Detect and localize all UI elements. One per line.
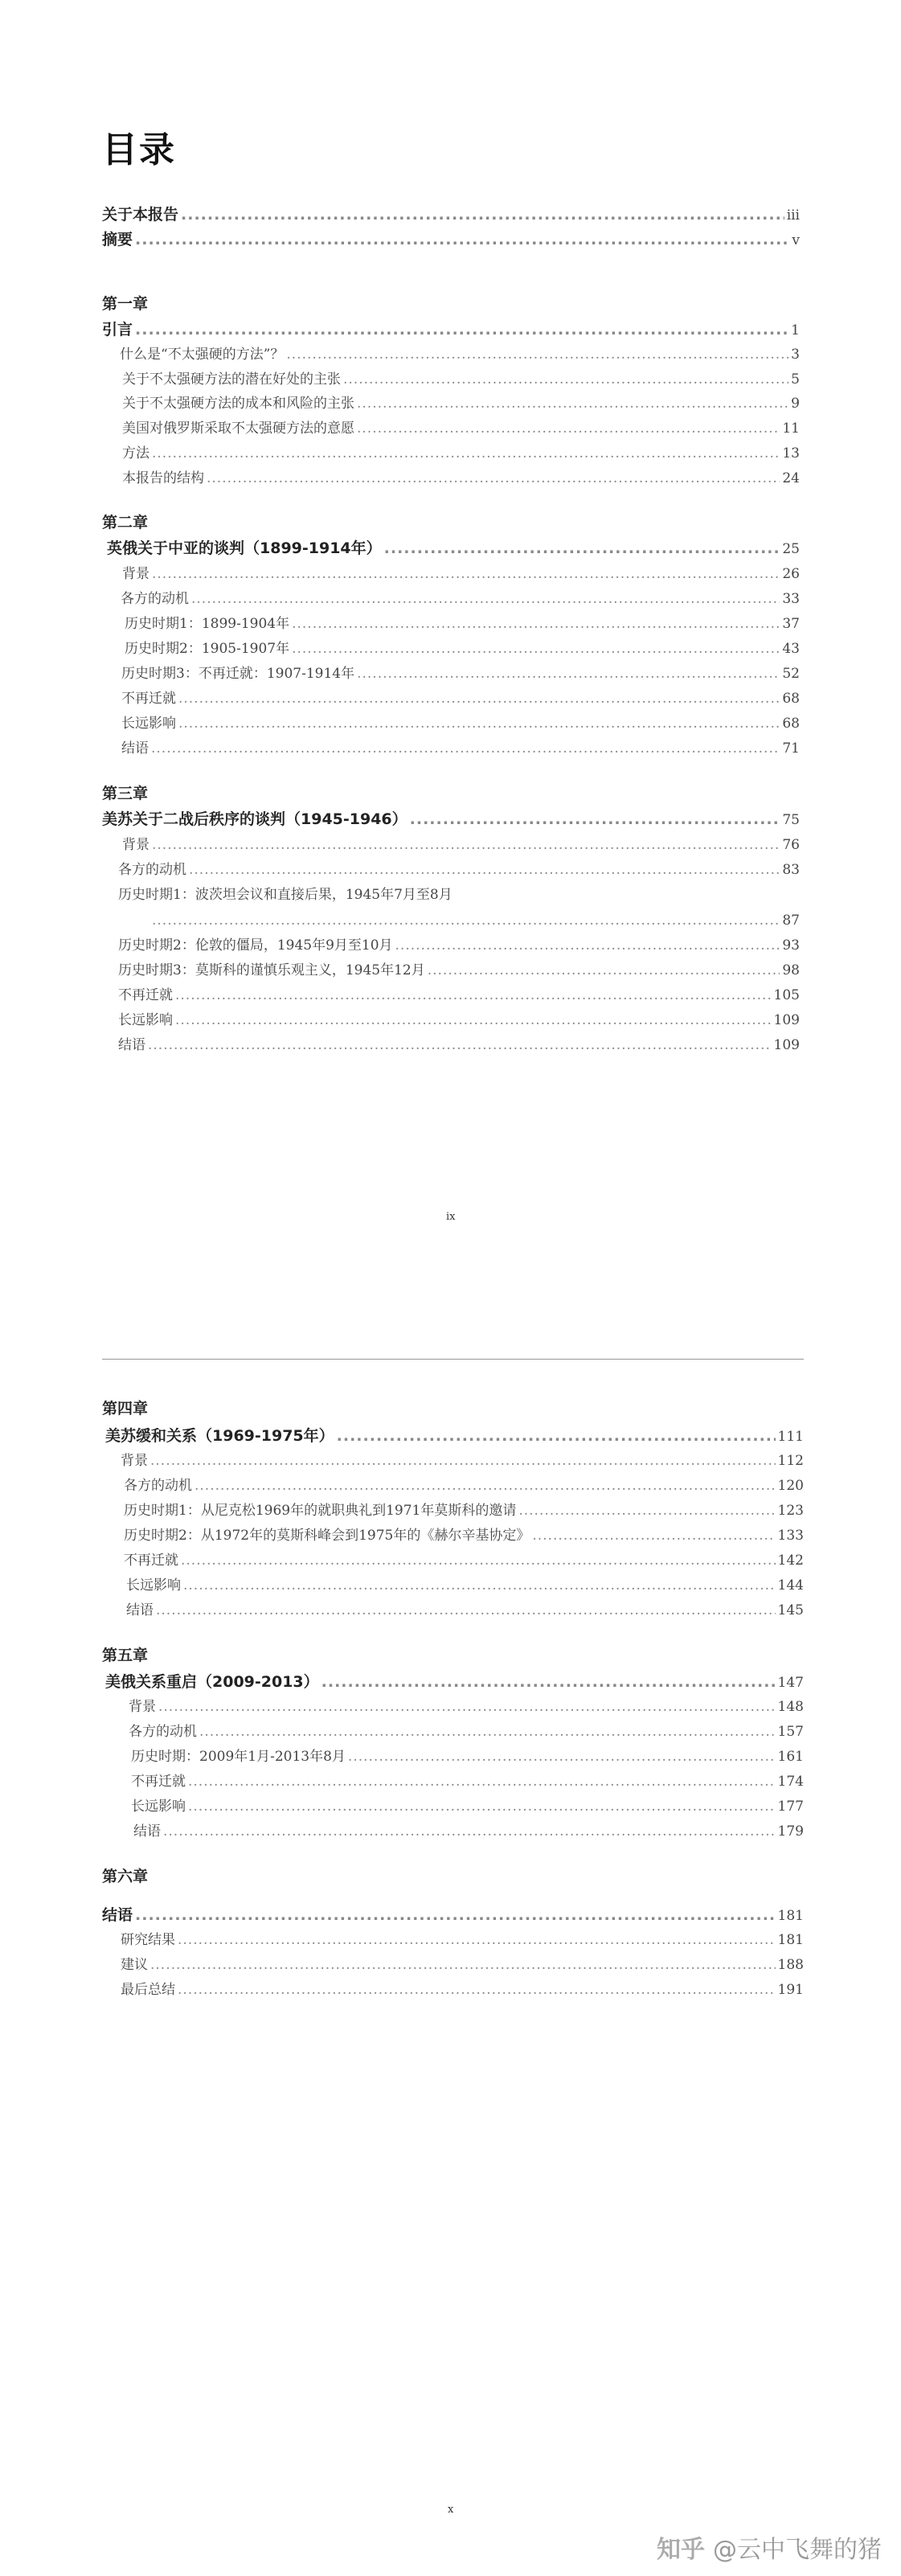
chapter-title-entry[interactable] <box>102 320 800 339</box>
toc-entry-page: 26 <box>782 566 800 582</box>
toc-entry-title: 不再迁就 <box>124 1553 178 1569</box>
toc-entry-title: 历史时期1：从尼克松1969年的就职典礼到1971年莫斯科的邀请 <box>124 1503 517 1519</box>
toc-entry-title: 不再迁就 <box>118 987 173 1003</box>
toc-entry[interactable] <box>126 1576 804 1595</box>
toc-entry-page: 133 <box>777 1528 804 1544</box>
toc-entry-title: 长远影响 <box>126 1577 181 1594</box>
toc-entry-page: 24 <box>782 470 800 486</box>
toc-entry-page: 9 <box>791 396 800 412</box>
dot-leader <box>158 1697 776 1717</box>
toc-entry[interactable] <box>120 345 800 364</box>
toc-entry-page: 145 <box>777 1602 804 1618</box>
chapter-label: 第二章 <box>102 514 149 531</box>
toc-entry-page: 76 <box>782 837 800 853</box>
dot-leader <box>292 639 780 658</box>
dot-leader <box>181 1551 776 1570</box>
dot-leader <box>152 444 780 463</box>
toc-entry-title: 历史时期：2009年1月-2013年8月 <box>131 1749 346 1765</box>
toc-entry-page: 177 <box>777 1799 804 1815</box>
dot-leader <box>152 911 780 930</box>
dot-leader <box>178 689 780 708</box>
dot-leader <box>152 564 780 584</box>
toc-entry-page: 13 <box>782 445 800 461</box>
dot-leader <box>357 394 788 413</box>
dot-leader <box>337 1426 776 1446</box>
dot-leader <box>195 1476 776 1495</box>
toc-entry-page: 68 <box>782 716 800 732</box>
toc-entry-page: 33 <box>782 591 800 607</box>
toc-entry[interactable] <box>126 1601 804 1620</box>
toc-entry[interactable] <box>121 589 800 609</box>
toc-entry-title: 结语 <box>133 1823 161 1840</box>
dot-leader <box>292 614 780 634</box>
chapter-label: 第五章 <box>102 1647 149 1664</box>
toc-entry-page: 43 <box>782 641 800 657</box>
toc-entry-title: 关于不太强硬方法的潜在好处的主张 <box>122 371 341 388</box>
toc-entry-page: 71 <box>782 740 800 757</box>
toc-entry-page: 109 <box>773 1037 800 1053</box>
dot-leader <box>135 1905 776 1925</box>
dot-leader <box>148 1036 772 1055</box>
toc-entry-title: 美国对俄罗斯采取不太强硬方法的意愿 <box>122 420 354 437</box>
toc-entry-title: 方法 <box>122 445 149 461</box>
toc-entry-title: 长远影响 <box>118 1012 173 1028</box>
toc-entry-title: 历史时期2：伦敦的僵局，1945年9月至10月 <box>118 937 393 954</box>
toc-page-2 <box>0 1359 901 2576</box>
toc-entry[interactable] <box>118 1036 800 1055</box>
dot-leader <box>188 1797 776 1816</box>
toc-entry-page: 181 <box>777 1908 804 1924</box>
toc-entry-title: 什么是“不太强硬的方法”？ <box>120 347 285 363</box>
toc-entry-page: 142 <box>777 1553 804 1569</box>
dot-leader <box>207 469 780 488</box>
toc-entry-page: 109 <box>773 1012 800 1028</box>
dot-leader <box>175 1011 772 1030</box>
zhihu-logo: 知乎 <box>657 2536 705 2564</box>
toc-entry[interactable] <box>121 664 800 683</box>
toc-entry[interactable] <box>122 469 800 488</box>
toc-entry-title[interactable]: 历史时期1：波茨坦会议和直接后果，1945年7月至8月 <box>118 887 453 903</box>
toc-entry-title: 英俄关于中亚的谈判（1899-1914年） <box>107 539 382 557</box>
toc-entry[interactable] <box>121 714 800 733</box>
toc-entry-page: 112 <box>777 1453 804 1469</box>
chapter-label: 第六章 <box>102 1868 149 1885</box>
dot-leader <box>150 1451 776 1471</box>
dot-leader <box>357 419 780 438</box>
dot-leader <box>357 664 780 683</box>
toc-entry-title: 关于不太强硬方法的成本和风险的主张 <box>122 396 354 412</box>
toc-entry-page: 111 <box>777 1429 804 1445</box>
toc-entry[interactable] <box>129 1697 804 1717</box>
toc-entry[interactable] <box>121 1930 804 1950</box>
dot-leader <box>151 739 780 758</box>
chapter-title-entry[interactable] <box>107 539 800 558</box>
toc-entry-summary[interactable] <box>102 230 800 249</box>
dot-leader <box>384 539 780 558</box>
dot-leader <box>343 370 788 389</box>
dot-leader <box>286 345 788 364</box>
toc-entry[interactable] <box>131 1797 804 1816</box>
toc-entry[interactable] <box>121 689 800 708</box>
toc-entry-title: 各方的动机 <box>118 862 186 878</box>
toc-entry[interactable] <box>121 739 800 758</box>
toc-entry-page: 37 <box>782 616 800 632</box>
toc-entry[interactable] <box>118 860 800 880</box>
toc-entry-page: 144 <box>777 1577 804 1594</box>
toc-entry-title: 结语 <box>102 1906 133 1924</box>
toc-entry-title: 不再迁就 <box>131 1774 186 1790</box>
dot-leader <box>188 1772 776 1791</box>
dot-leader <box>410 810 780 829</box>
watermark-text: @云中飞舞的猪 <box>713 2536 882 2564</box>
toc-entry-page: 157 <box>777 1724 804 1740</box>
chapter-label: 第三章 <box>102 785 149 802</box>
chapter-title-entry[interactable] <box>102 810 800 829</box>
chapter-label: 第一章 <box>102 295 149 313</box>
toc-entry[interactable] <box>125 614 800 634</box>
toc-entry-title: 摘要 <box>102 231 133 248</box>
toc-entry-title: 最后总结 <box>121 1982 175 1998</box>
page-number: x <box>448 2504 454 2516</box>
toc-entry-title: 历史时期3：莫斯科的谨慎乐观主义，1945年12月 <box>118 962 425 978</box>
toc-entry[interactable] <box>124 1476 804 1495</box>
page-number: ix <box>446 1211 456 1223</box>
chapter-title-entry[interactable] <box>105 1426 804 1446</box>
toc-entry-page: 11 <box>782 420 800 437</box>
chapter-title-entry[interactable] <box>105 1672 804 1692</box>
toc-entry-title: 各方的动机 <box>124 1478 192 1494</box>
toc-entry-page: 1 <box>791 322 800 338</box>
dot-leader <box>152 835 780 855</box>
toc-entry-page: 93 <box>782 937 800 954</box>
toc-entry-page: 87 <box>782 913 800 929</box>
toc-entry-title: 美俄关系重启（2009-2013） <box>105 1673 319 1691</box>
toc-entry-title: 结语 <box>121 740 149 757</box>
toc-entry-title: 结语 <box>118 1037 145 1053</box>
toc-entry[interactable] <box>122 564 800 584</box>
toc-entry-page: 148 <box>777 1699 804 1715</box>
toc-entry-title: 背景 <box>129 1699 156 1715</box>
toc-entry-page: 68 <box>782 691 800 707</box>
toc-entry-title: 各方的动机 <box>129 1724 197 1740</box>
toc-entry[interactable] <box>121 1451 804 1471</box>
toc-entry-page: 52 <box>782 666 800 682</box>
dot-leader <box>178 1930 776 1950</box>
dot-leader <box>321 1672 776 1692</box>
toc-entry[interactable] <box>122 835 800 855</box>
toc-entry-page: 105 <box>773 987 800 1003</box>
toc-entry-page: 123 <box>777 1503 804 1519</box>
toc-entry-title: 美苏关于二战后秩序的谈判（1945-1946） <box>102 810 407 828</box>
dot-leader <box>135 230 789 249</box>
toc-entry-page: 75 <box>782 812 800 828</box>
dot-leader <box>156 1601 776 1620</box>
dot-leader <box>191 589 780 609</box>
toc-entry-page: 120 <box>777 1478 804 1494</box>
dot-leader <box>178 714 780 733</box>
chapter-title-entry[interactable] <box>102 1905 804 1925</box>
toc-entry[interactable] <box>124 1551 804 1570</box>
dot-leader <box>395 936 780 955</box>
toc-entry[interactable] <box>131 1772 804 1791</box>
dot-leader <box>189 860 780 880</box>
toc-entry-continuation[interactable] <box>149 911 800 930</box>
toc-entry-title: 背景 <box>122 837 149 853</box>
toc-entry-page: 5 <box>791 371 800 388</box>
toc-entry-title: 本报告的结构 <box>122 470 204 486</box>
chapter-label: 第四章 <box>102 1400 149 1417</box>
toc-entry[interactable] <box>118 961 800 980</box>
dot-leader <box>183 1576 776 1595</box>
dot-leader <box>348 1747 776 1766</box>
dot-leader <box>163 1822 776 1841</box>
toc-title: 目录 <box>102 129 176 170</box>
toc-entry-title: 关于本报告 <box>102 206 179 224</box>
toc-entry-title: 背景 <box>121 1453 148 1469</box>
toc-entry-page: 25 <box>782 541 800 557</box>
toc-entry-page: 191 <box>777 1982 804 1998</box>
toc-entry[interactable] <box>133 1822 804 1841</box>
toc-entry-title: 研究结果 <box>121 1932 175 1948</box>
toc-entry[interactable] <box>122 444 800 463</box>
toc-entry-page: iii <box>786 207 800 224</box>
dot-leader <box>518 1501 775 1520</box>
toc-entry[interactable] <box>122 419 800 438</box>
toc-entry[interactable] <box>131 1747 804 1766</box>
toc-entry-title: 历史时期2：从1972年的莫斯科峰会到1975年的《赫尔辛基协定》 <box>124 1528 530 1544</box>
dot-leader <box>532 1526 775 1545</box>
dot-leader <box>428 961 780 980</box>
toc-entry[interactable] <box>124 1501 804 1520</box>
toc-entry-title: 不再迁就 <box>121 691 176 707</box>
toc-entry-page: 83 <box>782 862 800 878</box>
toc-entry-title: 各方的动机 <box>121 591 189 607</box>
toc-entry[interactable] <box>122 370 800 389</box>
toc-entry-page: 161 <box>777 1749 804 1765</box>
watermark <box>657 2529 882 2565</box>
toc-entry-page: 181 <box>777 1932 804 1948</box>
toc-entry[interactable] <box>125 639 800 658</box>
toc-entry-title: 历史时期3：不再迁就：1907-1914年 <box>121 666 355 682</box>
dot-leader <box>199 1722 776 1741</box>
toc-entry-title: 美苏缓和关系（1969-1975年） <box>105 1427 334 1445</box>
dot-leader <box>135 320 788 339</box>
toc-entry-title: 引言 <box>102 321 133 338</box>
dot-leader <box>150 1955 776 1975</box>
toc-entry[interactable] <box>118 986 800 1005</box>
toc-entry-page: 98 <box>782 962 800 978</box>
toc-entry[interactable] <box>129 1722 804 1741</box>
toc-entry-page: v <box>792 232 800 248</box>
toc-entry[interactable] <box>118 1011 800 1030</box>
dot-leader <box>175 986 772 1005</box>
toc-entry-title: 长远影响 <box>121 716 176 732</box>
toc-entry-title: 历史时期1：1899-1904年 <box>125 616 290 632</box>
toc-entry-about[interactable] <box>102 205 800 224</box>
toc-entry-page: 174 <box>777 1774 804 1790</box>
toc-entry-title: 结语 <box>126 1602 154 1618</box>
toc-entry[interactable] <box>124 1526 804 1545</box>
toc-entry-title: 背景 <box>122 566 149 582</box>
toc-entry-title: 建议 <box>121 1957 148 1973</box>
toc-entry-title: 长远影响 <box>131 1799 186 1815</box>
toc-entry-page: 3 <box>791 347 800 363</box>
toc-entry-title: 历史时期2：1905-1907年 <box>125 641 290 657</box>
toc-entry[interactable] <box>121 1980 804 2000</box>
toc-entry[interactable] <box>118 936 800 955</box>
dot-leader <box>181 205 784 224</box>
toc-entry[interactable] <box>121 1955 804 1975</box>
toc-entry[interactable] <box>122 394 800 413</box>
page-divider <box>102 1359 804 1360</box>
toc-entry-page: 179 <box>777 1823 804 1840</box>
dot-leader <box>178 1980 776 2000</box>
toc-entry-page: 188 <box>777 1957 804 1973</box>
toc-entry-page: 147 <box>777 1675 804 1691</box>
